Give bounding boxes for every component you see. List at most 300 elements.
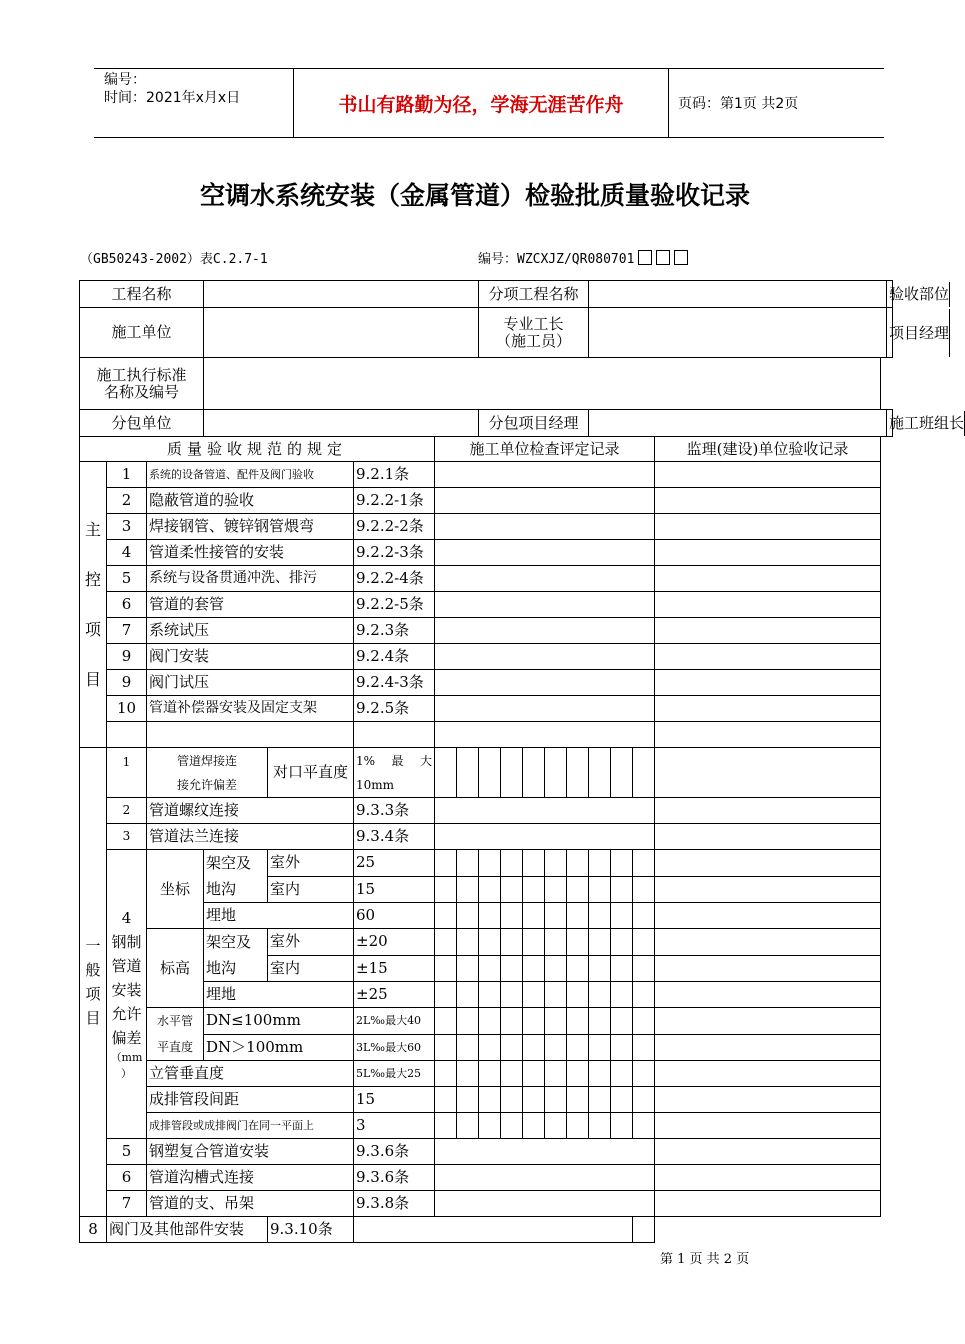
check-cell[interactable]: [567, 1113, 589, 1139]
check-record[interactable]: [435, 592, 655, 618]
check-cell[interactable]: [501, 1061, 523, 1087]
check-cell[interactable]: [633, 850, 655, 877]
check-cell[interactable]: [457, 748, 479, 798]
check-cell[interactable]: [545, 982, 567, 1008]
table-row: [80, 824, 893, 850]
check-cell[interactable]: [545, 1034, 567, 1061]
check-cell[interactable]: [633, 955, 655, 982]
check-cell[interactable]: [611, 982, 633, 1008]
check-cell[interactable]: [545, 955, 567, 982]
check-cell[interactable]: [435, 1008, 457, 1035]
check-cell[interactable]: [457, 876, 479, 903]
check-cell[interactable]: [435, 982, 457, 1008]
check-cell[interactable]: [611, 876, 633, 903]
supervision-record[interactable]: [655, 540, 881, 566]
check-cell[interactable]: [479, 1113, 501, 1139]
construction-unit-label: 施工单位: [80, 308, 204, 358]
outdoor-label: 室外: [268, 850, 354, 877]
item-name: 隐蔽管道的验收: [147, 488, 354, 514]
item-name: 系统试压: [147, 618, 354, 644]
sub-item-name: 对口平直度: [268, 748, 354, 798]
supervision-record[interactable]: [655, 850, 881, 877]
supervision-record[interactable]: [655, 644, 881, 670]
check-cell[interactable]: [435, 903, 457, 929]
check-cell[interactable]: [435, 1113, 457, 1139]
check-cell[interactable]: [611, 748, 633, 798]
supervision-record[interactable]: [655, 1061, 881, 1087]
tolerance-value: 2L‰最大40: [354, 1008, 435, 1035]
check-cell[interactable]: [611, 1113, 633, 1139]
check-cell[interactable]: [633, 1008, 655, 1035]
document-header: [94, 68, 884, 138]
supervision-record[interactable]: [655, 670, 881, 696]
item-number: 5: [107, 1139, 147, 1165]
check-cell[interactable]: [457, 955, 479, 982]
dn-small-label: DN≤100mm: [204, 1008, 354, 1035]
check-cell[interactable]: [435, 850, 457, 877]
table-row: [80, 618, 893, 644]
check-cell[interactable]: [589, 1008, 611, 1035]
item-name: 钢塑复合管道安装: [147, 1139, 354, 1165]
item-name-line1: 管道焊接连: [176, 753, 237, 768]
item-name: 管道沟槽式连接: [147, 1165, 354, 1191]
main-items-label: [80, 462, 107, 748]
item-clause: 9.3.6条: [354, 1139, 435, 1165]
check-cell[interactable]: [501, 903, 523, 929]
general-label-char: 目: [85, 1009, 101, 1027]
item-clause: 9.3.8条: [354, 1191, 435, 1217]
item-clause[interactable]: [354, 722, 435, 748]
supervision-record[interactable]: [655, 982, 881, 1008]
item-number: 1: [107, 462, 147, 488]
info-row: [80, 410, 893, 437]
check-record[interactable]: [435, 540, 655, 566]
check-cell[interactable]: [611, 1008, 633, 1035]
check-cell[interactable]: [435, 1034, 457, 1061]
check-cell[interactable]: [479, 929, 501, 956]
supervision-record[interactable]: [655, 462, 881, 488]
check-record[interactable]: [354, 1217, 633, 1243]
check-cell[interactable]: [501, 1087, 523, 1113]
item-name: 管道补偿器安装及固定支架: [147, 696, 354, 722]
check-cell[interactable]: [501, 1034, 523, 1061]
check-cell[interactable]: [457, 1113, 479, 1139]
check-cell[interactable]: [611, 1061, 633, 1087]
supervision-record[interactable]: [655, 748, 881, 798]
check-cell[interactable]: [523, 1008, 545, 1035]
check-cell[interactable]: [589, 929, 611, 956]
item-name: 管道柔性接管的安装: [147, 540, 354, 566]
hflat-line2: 平直度: [156, 1040, 193, 1054]
supervision-record[interactable]: [655, 566, 881, 592]
tolerance-value: 15: [354, 876, 435, 903]
check-cell[interactable]: [523, 1087, 545, 1113]
table-row: [80, 1087, 893, 1113]
table-row: [80, 1113, 893, 1139]
aerial-label-line1: 架空及: [206, 854, 252, 872]
table-row: [80, 722, 893, 748]
check-cell[interactable]: [611, 1087, 633, 1113]
supervision-record[interactable]: [655, 1113, 881, 1139]
item-number: 1: [107, 748, 147, 798]
table-row: [80, 514, 893, 540]
tolerance-value-part: 最: [391, 753, 404, 768]
tolerance-value: 60: [354, 903, 435, 929]
check-cell[interactable]: [479, 982, 501, 1008]
item-number: [107, 722, 147, 748]
table-row: [80, 1139, 893, 1165]
general-items-label: [80, 748, 107, 1217]
buried-label: 埋地: [204, 903, 354, 929]
check-cell[interactable]: [457, 929, 479, 956]
check-record[interactable]: [435, 566, 655, 592]
check-cell[interactable]: [501, 929, 523, 956]
header-meta: [94, 69, 294, 137]
item-number: 2: [107, 488, 147, 514]
item-name: 管道的支、吊架: [147, 1191, 354, 1217]
item-clause: 9.2.2-2条: [354, 514, 435, 540]
supervision-record[interactable]: [655, 876, 881, 903]
horizontal-flatness-label: [147, 1008, 204, 1061]
sub-pm-label: 分包项目经理: [479, 410, 589, 437]
item-name: 焊接钢管、镀锌钢管煨弯: [147, 514, 354, 540]
check-cell[interactable]: [567, 876, 589, 903]
subcontractor-value[interactable]: [204, 410, 479, 437]
check-cell[interactable]: [501, 982, 523, 1008]
check-cell[interactable]: [523, 850, 545, 877]
check-cell[interactable]: [633, 876, 655, 903]
check-cell[interactable]: [589, 982, 611, 1008]
check-cell[interactable]: [611, 955, 633, 982]
info-row: [80, 358, 893, 410]
dn-large-label: DN＞100mm: [204, 1034, 354, 1061]
check-cell[interactable]: [523, 1034, 545, 1061]
check-cell[interactable]: [545, 850, 567, 877]
check-cell[interactable]: [545, 929, 567, 956]
check-cell[interactable]: [523, 748, 545, 798]
check-cell[interactable]: [479, 850, 501, 877]
check-cell[interactable]: [523, 955, 545, 982]
check-cell[interactable]: [589, 1113, 611, 1139]
check-cell[interactable]: [501, 876, 523, 903]
vertical-label: 立管垂直度: [147, 1061, 354, 1087]
check-cell[interactable]: [567, 1034, 589, 1061]
page-title: 空调水系统安装（金属管道）检验批质量验收记录: [199, 181, 750, 210]
standard-value[interactable]: [204, 358, 881, 410]
check-cell[interactable]: [435, 876, 457, 903]
main-label-char: 控: [84, 569, 101, 589]
check-cell[interactable]: [589, 1061, 611, 1087]
team-leader-cell: [887, 410, 965, 437]
tolerance-value: ±20: [354, 929, 435, 956]
check-cell[interactable]: [589, 850, 611, 877]
check-record[interactable]: [435, 670, 655, 696]
item-clause: 9.2.2-5条: [354, 592, 435, 618]
column-header-row: [80, 437, 893, 462]
supervision-header: 监理(建设)单位验收记录: [655, 437, 881, 462]
check-record[interactable]: [435, 1191, 655, 1217]
table-row: [80, 1191, 893, 1217]
aerial-trench-label: [204, 929, 268, 982]
item-name: 管道螺纹连接: [147, 798, 354, 824]
check-cell[interactable]: [567, 982, 589, 1008]
check-record[interactable]: [435, 618, 655, 644]
supervision-record[interactable]: [633, 1217, 655, 1243]
check-cell[interactable]: [567, 903, 589, 929]
check-cell[interactable]: [479, 1087, 501, 1113]
indoor-label: 室内: [268, 955, 354, 982]
item-number: 6: [107, 592, 147, 618]
check-cell[interactable]: [435, 955, 457, 982]
table-row: [80, 798, 893, 824]
check-cell[interactable]: [567, 748, 589, 798]
checkbox[interactable]: [674, 250, 688, 265]
table-row: [80, 1008, 893, 1035]
check-cell[interactable]: [545, 748, 567, 798]
construction-unit-value[interactable]: [204, 308, 479, 358]
check-cell[interactable]: [589, 748, 611, 798]
check-cell[interactable]: [545, 1087, 567, 1113]
check-cell[interactable]: [457, 903, 479, 929]
supervision-record[interactable]: [655, 903, 881, 929]
general-label-char: 项: [85, 985, 101, 1003]
item-clause: 9.3.3条: [354, 798, 435, 824]
item-name[interactable]: [147, 722, 354, 748]
label-line: 管道: [111, 957, 142, 975]
check-cell[interactable]: [611, 850, 633, 877]
code-label: 编号：: [104, 72, 146, 88]
check-cell[interactable]: [567, 850, 589, 877]
inspection-form: [79, 280, 965, 1243]
label-line: 4: [121, 909, 132, 927]
item-number: 9: [107, 670, 147, 696]
check-record[interactable]: [435, 514, 655, 540]
check-cell[interactable]: [567, 955, 589, 982]
general-label-char: 一: [85, 937, 101, 955]
check-cell[interactable]: [435, 748, 457, 798]
item-number: 7: [107, 1191, 147, 1217]
check-cell[interactable]: [589, 903, 611, 929]
spec-header: 质量验收规范的规定: [80, 437, 435, 462]
supervision-record[interactable]: [655, 592, 881, 618]
indoor-label: 室内: [268, 876, 354, 903]
label-line: （mm: [110, 1051, 143, 1064]
check-cell[interactable]: [501, 1113, 523, 1139]
check-cell[interactable]: [611, 929, 633, 956]
foreman-label: [479, 308, 589, 358]
main-label-char: 项: [84, 619, 101, 639]
tolerance-value-part: 大: [419, 753, 432, 768]
check-cell[interactable]: [545, 876, 567, 903]
check-record[interactable]: [435, 462, 655, 488]
check-cell[interactable]: [435, 1087, 457, 1113]
check-record[interactable]: [435, 1165, 655, 1191]
check-cell[interactable]: [435, 929, 457, 956]
supervision-record[interactable]: [655, 488, 881, 514]
item-clause: 9.2.4-3条: [354, 670, 435, 696]
supervision-record[interactable]: [655, 1034, 881, 1061]
record-number: [478, 248, 688, 267]
check-cell[interactable]: [523, 1113, 545, 1139]
check-record[interactable]: [435, 696, 655, 722]
check-cell[interactable]: [457, 1008, 479, 1035]
check-cell[interactable]: [523, 982, 545, 1008]
check-cell[interactable]: [567, 1087, 589, 1113]
check-cell[interactable]: [523, 876, 545, 903]
label-line: 偏差: [111, 1029, 142, 1047]
info-row: [80, 308, 893, 358]
check-cell[interactable]: [501, 850, 523, 877]
general-label-char: 般: [85, 961, 101, 979]
supervision-record[interactable]: [655, 696, 881, 722]
buried-label: 埋地: [204, 982, 354, 1008]
item-number: 4: [107, 540, 147, 566]
supervision-record[interactable]: [655, 955, 881, 982]
check-cell[interactable]: [633, 1034, 655, 1061]
steel-pipe-tolerance-label: [107, 850, 147, 1139]
item-name: 系统的设备管道、配件及阀门验收: [147, 462, 354, 488]
check-cell[interactable]: [457, 982, 479, 1008]
item-clause: 9.2.2-4条: [354, 566, 435, 592]
table-row: [80, 696, 893, 722]
check-cell[interactable]: [457, 1034, 479, 1061]
check-cell[interactable]: [479, 955, 501, 982]
check-cell[interactable]: [611, 1034, 633, 1061]
item-number: 3: [107, 514, 147, 540]
label-line: 钢制: [111, 933, 142, 951]
supervision-record[interactable]: [655, 798, 881, 824]
standard-label-line1: 施工执行标准: [96, 365, 187, 384]
supervision-record[interactable]: [655, 1139, 881, 1165]
check-cell[interactable]: [479, 1034, 501, 1061]
check-cell[interactable]: [457, 1087, 479, 1113]
supervision-record[interactable]: [655, 618, 881, 644]
check-header: 施工单位检查评定记录: [435, 437, 655, 462]
acceptance-part-label: 验收部位: [889, 282, 950, 307]
check-record[interactable]: [435, 722, 655, 748]
check-cell[interactable]: [479, 748, 501, 798]
check-cell[interactable]: [545, 903, 567, 929]
time-label: 时间：2021年x月x日: [104, 90, 241, 106]
motto: 书山有路勤为径，学海无涯苦作舟: [294, 69, 669, 137]
check-cell[interactable]: [523, 1061, 545, 1087]
check-cell[interactable]: [457, 1061, 479, 1087]
page-footer: 第 1 页 共 2 页: [660, 1252, 750, 1267]
tolerance-value: ±25: [354, 982, 435, 1008]
foreman-value[interactable]: [589, 308, 887, 358]
check-cell[interactable]: [523, 903, 545, 929]
item-name: 管道的套管: [147, 592, 354, 618]
check-record[interactable]: [435, 1139, 655, 1165]
foreman-label-line1: 专业工长: [503, 314, 564, 333]
check-cell[interactable]: [611, 903, 633, 929]
supervision-record[interactable]: [655, 824, 881, 850]
check-cell[interactable]: [479, 903, 501, 929]
check-record[interactable]: [435, 824, 655, 850]
check-cell[interactable]: [633, 1087, 655, 1113]
sub-project-name-label: 分项工程名称: [479, 281, 589, 308]
check-cell[interactable]: [501, 955, 523, 982]
supervision-record[interactable]: [655, 929, 881, 956]
check-cell[interactable]: [567, 929, 589, 956]
standard-reference: （GB50243-2002）表C.2.7-1: [80, 252, 268, 267]
supervision-record[interactable]: [655, 1191, 881, 1217]
item-number: 8: [80, 1217, 107, 1243]
check-cell[interactable]: [589, 1087, 611, 1113]
item-clause: 9.2.1条: [354, 462, 435, 488]
check-cell[interactable]: [501, 1008, 523, 1035]
table-row: [80, 462, 893, 488]
check-cell[interactable]: [633, 748, 655, 798]
tolerance-value: [354, 748, 435, 798]
project-manager-label: 项目经理: [889, 309, 950, 357]
table-row: [80, 850, 893, 877]
check-cell[interactable]: [545, 1008, 567, 1035]
foreman-label-line2: （施工员）: [496, 331, 572, 350]
check-cell[interactable]: [589, 955, 611, 982]
item-name-line2: 接允许偏差: [176, 777, 237, 792]
check-cell[interactable]: [633, 1113, 655, 1139]
supervision-record[interactable]: [655, 514, 881, 540]
item-clause: 9.3.10条: [268, 1217, 354, 1243]
check-cell[interactable]: [589, 876, 611, 903]
item-clause: 9.2.2-3条: [354, 540, 435, 566]
supervision-record[interactable]: [655, 1165, 881, 1191]
check-cell[interactable]: [479, 1008, 501, 1035]
supervision-record[interactable]: [655, 1008, 881, 1035]
table-row: [80, 1217, 893, 1243]
aerial-label-line2: 地沟: [206, 959, 237, 977]
item-name: 阀门试压: [147, 670, 354, 696]
tolerance-value: 3: [354, 1113, 435, 1139]
checkbox[interactable]: [656, 250, 670, 265]
check-cell[interactable]: [633, 982, 655, 1008]
check-cell[interactable]: [479, 1061, 501, 1087]
check-cell[interactable]: [633, 903, 655, 929]
check-cell[interactable]: [633, 1061, 655, 1087]
supervision-record[interactable]: [655, 722, 881, 748]
check-cell[interactable]: [633, 929, 655, 956]
project-manager-cell: [887, 308, 950, 358]
check-record[interactable]: [435, 488, 655, 514]
check-record[interactable]: [435, 798, 655, 824]
check-cell[interactable]: [501, 748, 523, 798]
checkbox[interactable]: [638, 250, 652, 265]
sub-pm-value[interactable]: [589, 410, 887, 437]
check-cell[interactable]: [435, 1061, 457, 1087]
item-name: 管道法兰连接: [147, 824, 354, 850]
supervision-record[interactable]: [655, 1087, 881, 1113]
check-cell[interactable]: [479, 876, 501, 903]
check-cell[interactable]: [523, 929, 545, 956]
check-cell[interactable]: [457, 850, 479, 877]
check-cell[interactable]: [589, 1034, 611, 1061]
item-clause: 9.2.2-1条: [354, 488, 435, 514]
item-number: 10: [107, 696, 147, 722]
project-name-value[interactable]: [204, 281, 479, 308]
item-name: 系统与设备贯通冲洗、排污: [147, 566, 354, 592]
check-cell[interactable]: [567, 1008, 589, 1035]
check-cell[interactable]: [545, 1113, 567, 1139]
check-record[interactable]: [435, 644, 655, 670]
sub-project-name-value[interactable]: [589, 281, 887, 308]
check-cell[interactable]: [567, 1061, 589, 1087]
check-cell[interactable]: [545, 1061, 567, 1087]
subcontractor-label: 分包单位: [80, 410, 204, 437]
spacing-label: 成排管段间距: [147, 1087, 354, 1113]
main-label-char: 主: [84, 519, 101, 539]
info-row: [80, 281, 893, 308]
